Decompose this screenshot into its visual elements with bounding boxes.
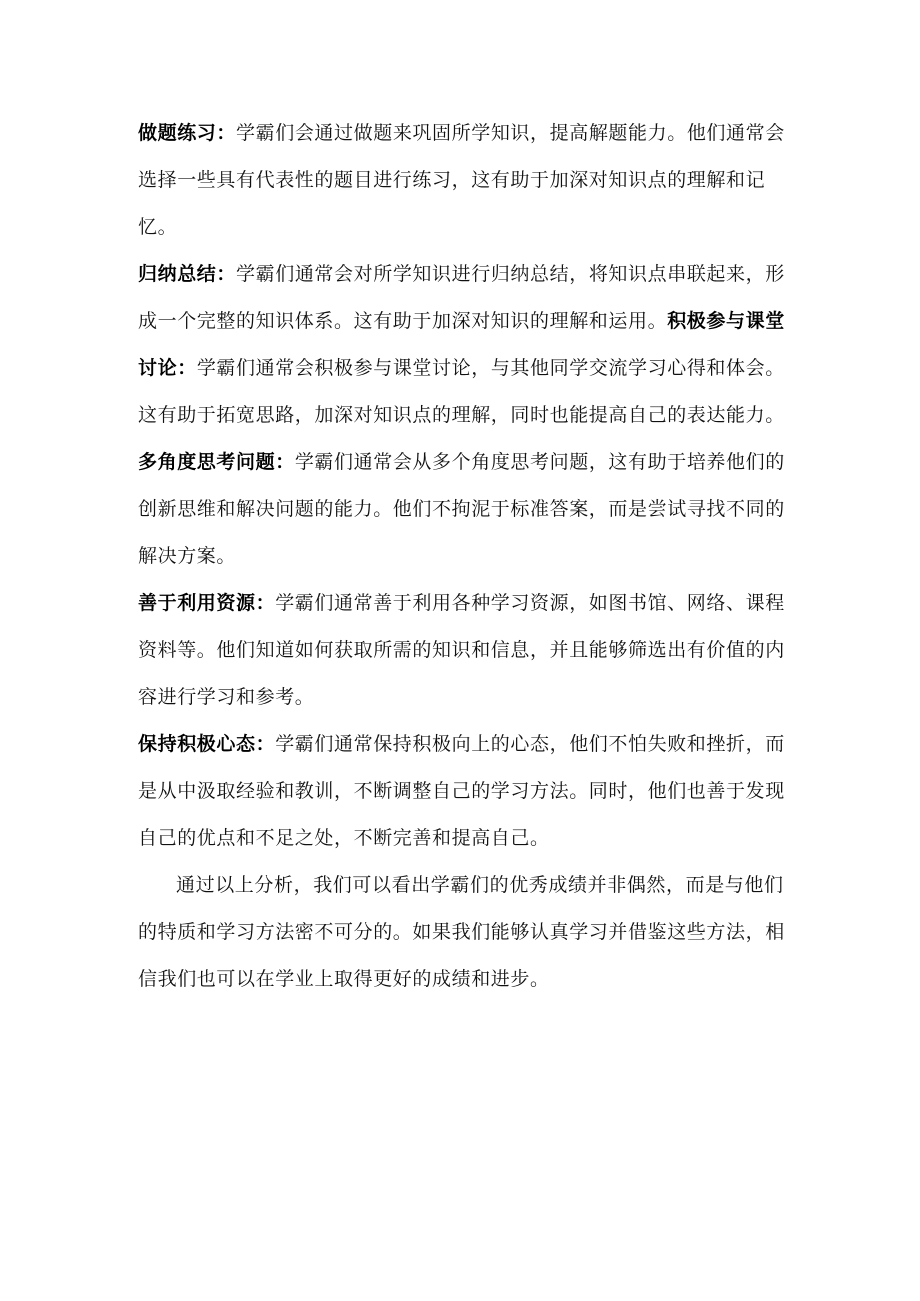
heading-attitude: 保持积极心态： (138, 733, 276, 755)
text-practice: 学霸们会通过做题来巩固所学知识，提高解题能力。他们通常会选择一些具有代表性的题目进行练习，这有助于加深对知识点的理解和记忆。 (138, 122, 785, 238)
heading-discussion: 积极参与课堂讨论： (138, 310, 785, 379)
paragraph-attitude (138, 721, 798, 862)
paragraph-summary (138, 251, 798, 439)
paragraph-conclusion: 通过以上分析，我们可以看出学霸们的优秀成绩并非偶然，而是与他们的特质和学习方法密不可分的。如果我们能够认真学习并借鉴这些方法，相信我们也可以在学业上取得更好的成绩和进步。 (138, 874, 785, 990)
heading-practice: 做题练习： (138, 122, 237, 144)
text-resources: 学霸们通常善于利用各种学习资源，如图书馆、网络、课程资料等。他们知道如何获取所需的知识和信息，并且能够筛选出有价值的内容进行学习和参考。 (138, 592, 785, 708)
paragraph-multi-angle (138, 439, 798, 580)
text-multi-angle: 学霸们通常会从多个角度思考问题，这有助于培养他们的创新思维和解决问题的能力。他们不拘泥于标准答案，而是尝试寻找不同的解决方案。 (138, 451, 785, 567)
document-body (138, 110, 798, 1003)
text-discussion: 学霸们通常会积极参与课堂讨论，与其他同学交流学习心得和体会。这有助于拓宽思路，加深对知识点的理解，同时也能提高自己的表达能力。 (138, 357, 785, 426)
paragraph-practice (138, 110, 798, 251)
heading-resources: 善于利用资源： (138, 592, 276, 614)
heading-summary: 归纳总结： (138, 263, 237, 285)
text-summary: 学霸们通常会对所学知识进行归纳总结，将知识点串联起来，形成一个完整的知识体系。这有助于加深对知识的理解和运用。 (138, 263, 785, 332)
paragraph-resources (138, 580, 798, 721)
text-attitude: 学霸们通常保持积极向上的心态，他们不怕失败和挫折，而是从中汲取经验和教训，不断调整自己的学习方法。同时，他们也善于发现自己的优点和不足之处，不断完善和提高自己。 (138, 733, 785, 849)
heading-multi-angle: 多角度思考问题： (138, 451, 295, 473)
